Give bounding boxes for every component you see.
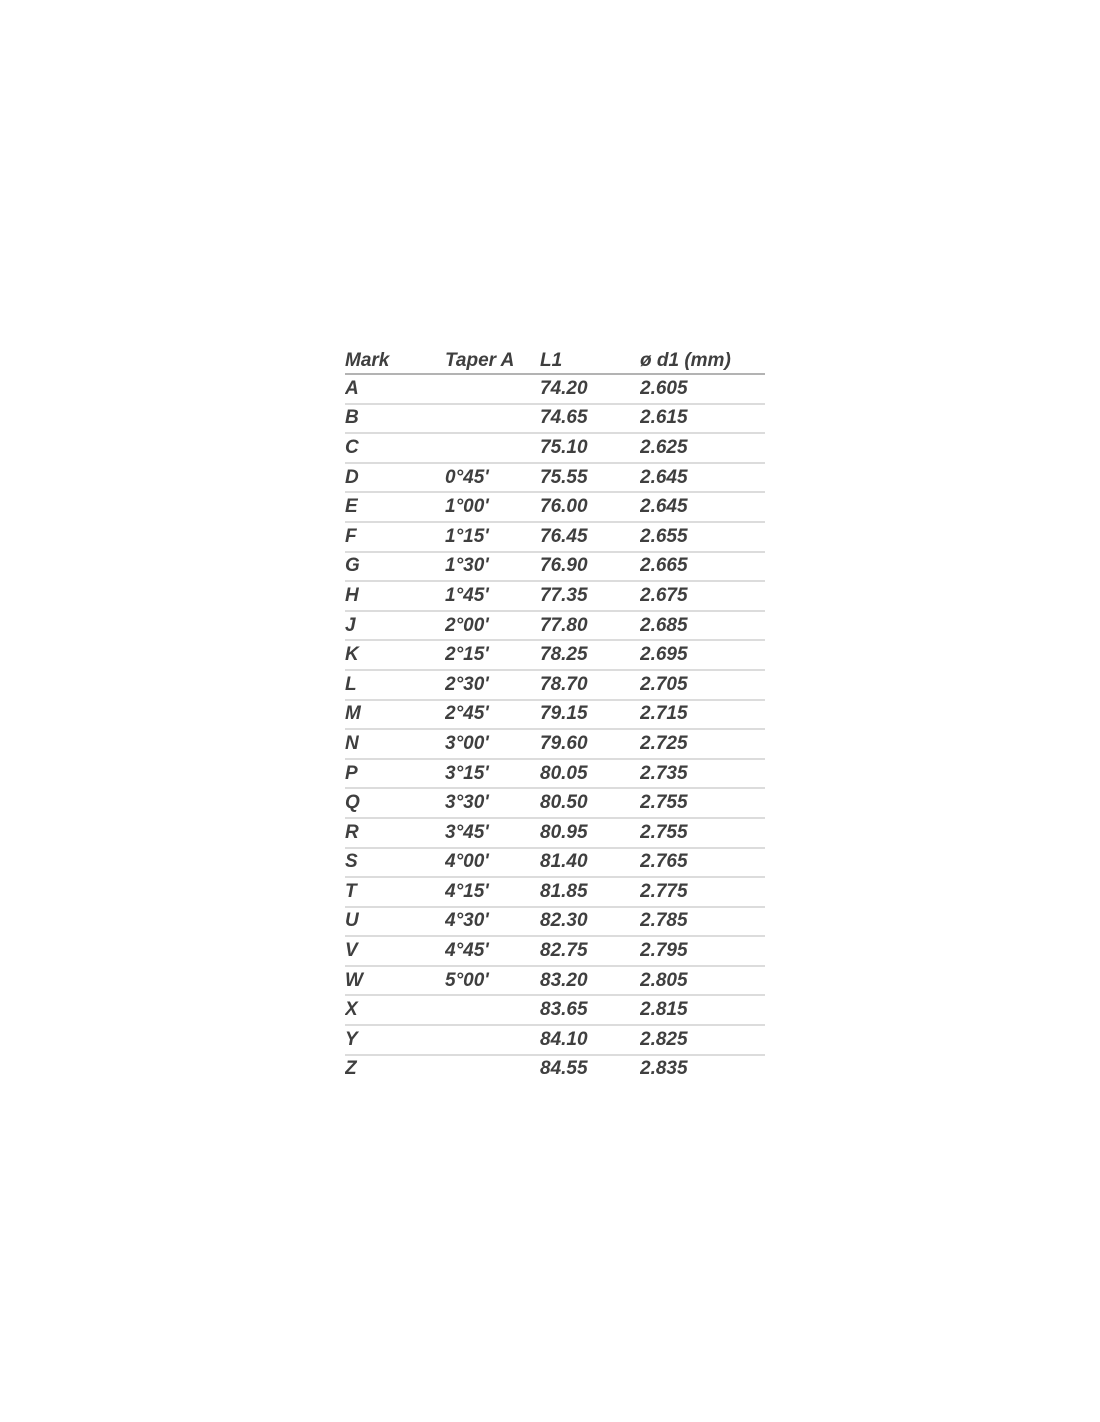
cell-d1: 2.795 bbox=[640, 936, 765, 966]
cell-l1: 80.95 bbox=[540, 818, 640, 848]
table-header bbox=[345, 348, 765, 374]
cell-d1: 2.785 bbox=[640, 907, 765, 937]
cell-taper_a: 3°15' bbox=[445, 759, 540, 789]
cell-mark: H bbox=[345, 581, 445, 611]
table-row bbox=[345, 670, 765, 700]
cell-d1: 2.805 bbox=[640, 966, 765, 996]
cell-mark: R bbox=[345, 818, 445, 848]
table-row bbox=[345, 759, 765, 789]
cell-l1: 83.65 bbox=[540, 995, 640, 1025]
table-row bbox=[345, 640, 765, 670]
table-row bbox=[345, 522, 765, 552]
header-d1: ø d1 (mm) bbox=[640, 348, 765, 374]
cell-l1: 74.20 bbox=[540, 374, 640, 404]
table-row bbox=[345, 877, 765, 907]
table-row bbox=[345, 552, 765, 582]
cell-taper_a: 4°15' bbox=[445, 877, 540, 907]
cell-d1: 2.645 bbox=[640, 463, 765, 493]
cell-taper_a: 1°00' bbox=[445, 492, 540, 522]
cell-l1: 84.10 bbox=[540, 1025, 640, 1055]
table-row bbox=[345, 492, 765, 522]
cell-l1: 84.55 bbox=[540, 1058, 588, 1080]
cell-mark: P bbox=[345, 759, 445, 789]
cell-mark: D bbox=[345, 463, 445, 493]
cell-mark: T bbox=[345, 877, 445, 907]
table-row bbox=[345, 1025, 765, 1055]
cell-taper_a: 1°45' bbox=[445, 581, 540, 611]
cell-mark: F bbox=[345, 522, 445, 552]
cell-l1: 80.05 bbox=[540, 759, 640, 789]
cell-taper_a bbox=[445, 374, 540, 404]
table-row bbox=[345, 966, 765, 996]
table-row bbox=[345, 788, 765, 818]
taper-spec-table bbox=[345, 348, 765, 1083]
cell-d1: 2.695 bbox=[640, 640, 765, 670]
cell-d1: 2.715 bbox=[640, 700, 765, 730]
cell-d1: 2.705 bbox=[640, 670, 765, 700]
cell-mark: Q bbox=[345, 788, 445, 818]
cell-d1: 2.645 bbox=[640, 492, 765, 522]
cell-d1: 2.815 bbox=[640, 995, 765, 1025]
table-row bbox=[345, 463, 765, 493]
header-mark: Mark bbox=[345, 348, 445, 374]
cell-taper_a: 3°45' bbox=[445, 818, 540, 848]
cell-taper_a: 1°15' bbox=[445, 522, 540, 552]
cell-l1: 80.50 bbox=[540, 788, 640, 818]
cell-l1: 77.80 bbox=[540, 611, 640, 641]
cell-taper_a bbox=[445, 1025, 540, 1055]
cell-l1: 78.70 bbox=[540, 670, 640, 700]
table-row bbox=[345, 581, 765, 611]
table-row bbox=[345, 729, 765, 759]
cell-mark: M bbox=[345, 700, 445, 730]
cell-taper_a bbox=[445, 995, 540, 1025]
cell-d1: 2.775 bbox=[640, 877, 765, 907]
cell-l1: 79.60 bbox=[540, 729, 640, 759]
cell-mark: W bbox=[345, 966, 445, 996]
cell-d1: 2.755 bbox=[640, 788, 765, 818]
cell-taper_a: 4°45' bbox=[445, 936, 540, 966]
cell-d1: 2.735 bbox=[640, 759, 765, 789]
cell-taper_a: 2°30' bbox=[445, 670, 540, 700]
cell-l1: 75.55 bbox=[540, 463, 640, 493]
header-row bbox=[345, 348, 765, 374]
cell-l1: 76.45 bbox=[540, 522, 640, 552]
cell-mark: U bbox=[345, 907, 445, 937]
cell-d1: 2.755 bbox=[640, 818, 765, 848]
cell-d1: 2.625 bbox=[640, 433, 765, 463]
table-row bbox=[345, 818, 765, 848]
cell-d1: 2.765 bbox=[640, 848, 765, 878]
cell-d1: 2.825 bbox=[640, 1025, 765, 1055]
cell-taper_a: 0°45' bbox=[445, 463, 540, 493]
cell-mark: E bbox=[345, 492, 445, 522]
cell-mark: Y bbox=[345, 1025, 445, 1055]
cell-l1: 79.15 bbox=[540, 700, 640, 730]
cell-l1: 77.35 bbox=[540, 581, 640, 611]
cell-l1: 81.85 bbox=[540, 877, 640, 907]
table-row bbox=[345, 995, 765, 1025]
cell-l1: 83.20 bbox=[540, 966, 640, 996]
cell-l1: 82.30 bbox=[540, 907, 640, 937]
header-l1: L1 bbox=[540, 348, 640, 374]
cell-mark: L bbox=[345, 670, 445, 700]
taper-spec-table-container bbox=[345, 348, 765, 1083]
header-taper-a: Taper A bbox=[445, 348, 540, 374]
cell-d1: 2.665 bbox=[640, 552, 765, 582]
cell-mark: V bbox=[345, 936, 445, 966]
table-row bbox=[345, 907, 765, 937]
table-row bbox=[345, 848, 765, 878]
cell-mark: N bbox=[345, 729, 445, 759]
cell-d1: 2.615 bbox=[640, 404, 765, 434]
cell-taper_a: 4°00' bbox=[445, 848, 540, 878]
cell-taper_a: 3°00' bbox=[445, 729, 540, 759]
cell-d1: 2.655 bbox=[640, 522, 765, 552]
cell-d1: 2.675 bbox=[640, 581, 765, 611]
cell-d1: 2.685 bbox=[640, 611, 765, 641]
cell-l1: 75.10 bbox=[540, 433, 640, 463]
table-row bbox=[345, 433, 765, 463]
cell-taper_a: 2°45' bbox=[445, 700, 540, 730]
cell-mark: J bbox=[345, 611, 445, 641]
cell-mark: S bbox=[345, 848, 445, 878]
cell-taper_a: 4°30' bbox=[445, 907, 540, 937]
table-row bbox=[345, 404, 765, 434]
cell-d1: 2.605 bbox=[640, 374, 765, 404]
cell-l1: 78.25 bbox=[540, 640, 640, 670]
cell-mark: B bbox=[345, 404, 445, 434]
cell-taper_a bbox=[445, 404, 540, 434]
table-row bbox=[345, 611, 765, 641]
cell-taper_a: 2°15' bbox=[445, 640, 540, 670]
cell-mark: G bbox=[345, 552, 445, 582]
table-body bbox=[345, 374, 765, 1083]
cell-taper_a: 3°30' bbox=[445, 788, 540, 818]
cell-l1: 76.00 bbox=[540, 492, 640, 522]
table-row bbox=[345, 700, 765, 730]
cell-taper_a: 1°30' bbox=[445, 552, 540, 582]
cell-taper_a bbox=[445, 1055, 540, 1084]
cell-mark: Z bbox=[345, 1058, 357, 1080]
cell-d1: 2.835 bbox=[640, 1058, 688, 1080]
cell-mark: A bbox=[345, 374, 445, 404]
cell-taper_a: 2°00' bbox=[445, 611, 540, 641]
cell-l1: 74.65 bbox=[540, 404, 640, 434]
cell-mark: X bbox=[345, 995, 445, 1025]
cell-taper_a: 5°00' bbox=[445, 966, 540, 996]
cell-l1: 82.75 bbox=[540, 936, 640, 966]
cell-mark: C bbox=[345, 433, 445, 463]
cell-d1: 2.725 bbox=[640, 729, 765, 759]
cell-taper_a bbox=[445, 433, 540, 463]
cell-l1: 81.40 bbox=[540, 848, 640, 878]
table-row bbox=[345, 936, 765, 966]
cell-l1: 76.90 bbox=[540, 552, 640, 582]
table-row bbox=[345, 374, 765, 404]
cell-mark: K bbox=[345, 640, 445, 670]
table-row bbox=[345, 1055, 765, 1084]
